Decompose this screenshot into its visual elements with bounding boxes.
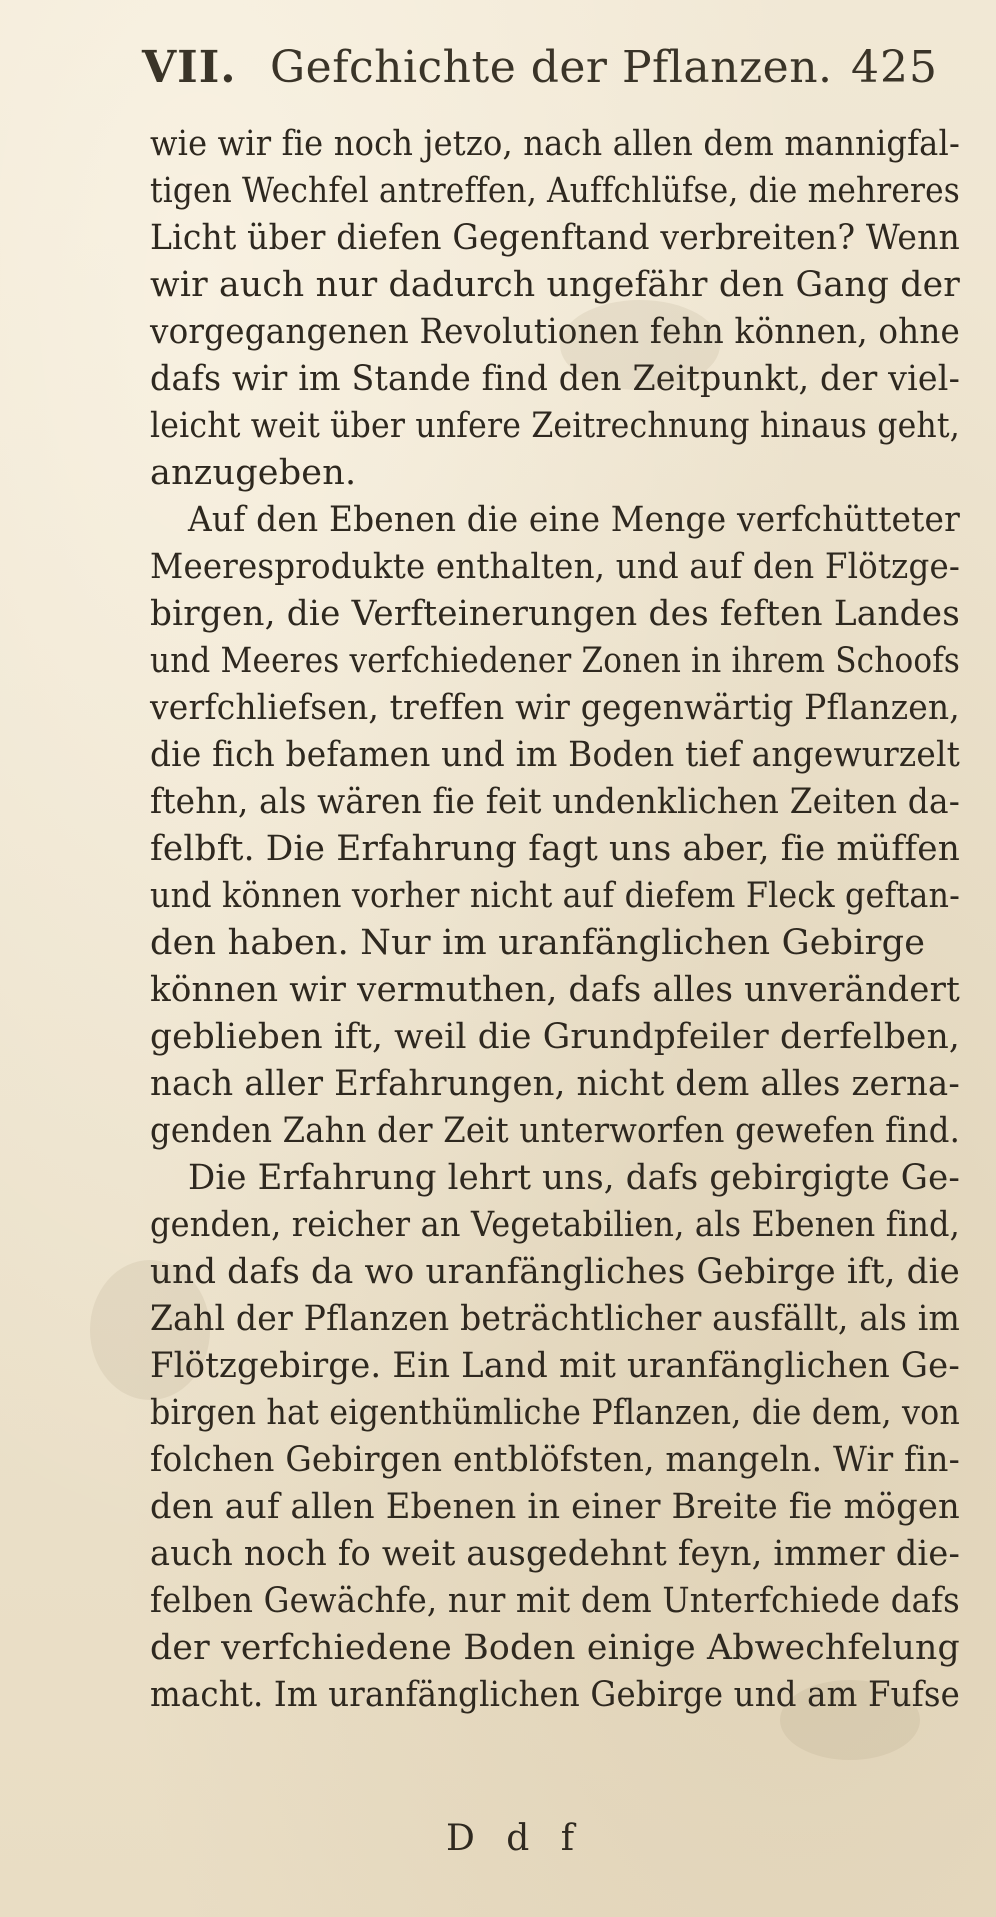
text-line: Meeresprodukte enthalten, und auf den Flötzge- — [150, 547, 961, 587]
text-line: Flötzgebirge. Ein Land mit uranfänglichen Ge- — [150, 1346, 961, 1386]
text-line: und Meeres verfchiedener Zonen in ihrem Schoofs — [150, 641, 961, 681]
text-line: den auf allen Ebenen in einer Breite fie mögen — [150, 1487, 960, 1527]
text-line: nach aller Erfahrungen, nicht dem alles zerna- — [150, 1064, 960, 1104]
text-line: und können vorher nicht auf diefem Fleck geftan- — [150, 876, 961, 916]
text-line: felben Gewächfe, nur mit dem Unterfchiede dafs — [150, 1581, 960, 1621]
text-line: Zahl der Pflanzen beträchtlicher ausfällt, als im — [150, 1299, 961, 1339]
text-line: wie wir fie noch jetzo, nach allen dem mannigfal- — [150, 124, 960, 164]
text-line: ftehn, als wären fie feit undenklichen Zeiten da- — [150, 782, 960, 822]
text-line: Die Erfahrung lehrt uns, dafs gebirgigte Ge- — [188, 1158, 961, 1198]
text-line: geblieben ift, weil die Grundpfeiler derfelben, — [150, 1017, 960, 1057]
text-line: genden, reicher an Vegetabilien, als Ebenen find, — [150, 1205, 961, 1245]
text-line: birgen, die Verfteinerungen des feften Landes — [150, 594, 961, 634]
text-line: die fich befamen und im Boden tief angewurzelt — [150, 735, 961, 775]
signature-mark: D d f — [446, 1818, 585, 1859]
text-line: vorgegangenen Revolutionen fehn können, ohne — [150, 312, 961, 352]
text-line: anzugeben. — [150, 453, 357, 493]
text-line: felbft. Die Erfahrung fagt uns aber, fie müffen — [150, 829, 960, 869]
running-header — [118, 42, 948, 112]
page-number: 425 — [851, 42, 938, 93]
text-line: den haben. Nur im uranfänglichen Gebirge — [150, 923, 926, 963]
chapter-number: VII. — [142, 42, 237, 93]
text-line: folchen Gebirgen entblöfsten, mangeln. Wir fin- — [150, 1440, 960, 1480]
running-title: Gefchichte der Pflanzen. — [270, 42, 833, 93]
text-line: genden Zahn der Zeit unterworfen gewefen find. — [150, 1111, 961, 1151]
text-line: auch noch fo weit ausgedehnt feyn, immer die- — [150, 1534, 961, 1574]
text-line: verfchliefsen, treffen wir gegenwärtig Pflanzen, — [150, 688, 960, 728]
text-line: Auf den Ebenen die eine Menge verfchütteter — [188, 500, 961, 540]
text-line: dafs wir im Stande find den Zeitpunkt, der viel- — [150, 359, 961, 399]
text-line: macht. Im uranfänglichen Gebirge und am Fufse — [150, 1675, 961, 1715]
text-line: Licht über diefen Gegenftand verbreiten? Wenn — [150, 218, 961, 258]
text-line: und dafs da wo uranfängliches Gebirge ift, die — [150, 1252, 960, 1292]
text-line: wir auch nur dadurch ungefähr den Gang der — [150, 265, 961, 305]
text-line: birgen hat eigenthümliche Pflanzen, die dem, von — [150, 1393, 960, 1433]
text-line: können wir vermuthen, dafs alles unverändert — [150, 970, 960, 1010]
text-line: leicht weit über unfere Zeitrechnung hinaus geht, — [150, 406, 960, 446]
text-line: der verfchiedene Boden einige Abwechfelung — [150, 1628, 960, 1668]
text-line: tigen Wechfel antreffen, Auffchlüfse, die mehreres — [150, 171, 960, 211]
